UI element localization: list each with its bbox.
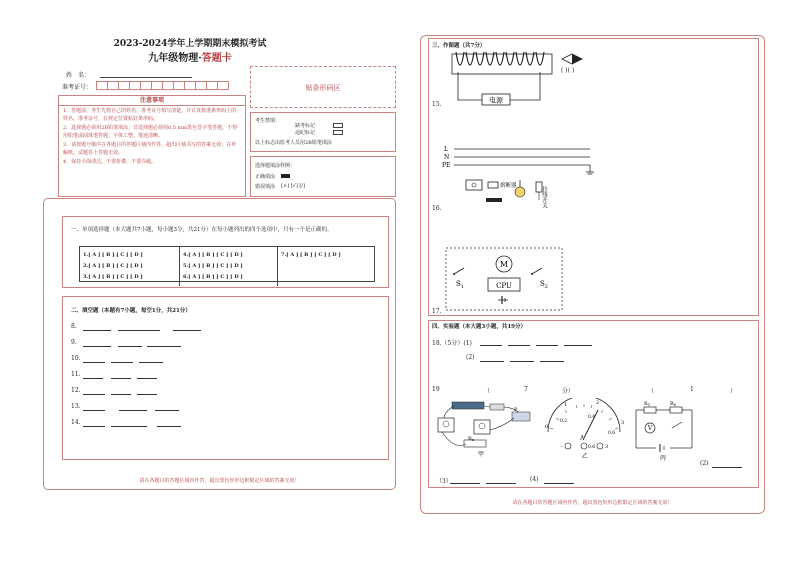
- exam-subject: 九年级物理·答题卡: [148, 53, 232, 64]
- q19-2-label: (2): [700, 460, 709, 467]
- q19-char: （: [484, 388, 491, 395]
- dial-tick-label: 2: [596, 400, 600, 406]
- status-box: [250, 112, 396, 152]
- q18-2-label: (2): [466, 354, 475, 361]
- r1-label: $R_1$: [644, 401, 651, 407]
- absent-label: 缺考标记: [295, 123, 316, 129]
- mc-q6[interactable]: 6.[ A ] [ B ] [ C ] [ D ]: [183, 274, 243, 280]
- answer-blank[interactable]: [155, 410, 179, 411]
- answer-blank[interactable]: [173, 330, 201, 331]
- answer-blank[interactable]: [510, 361, 534, 362]
- violation-checkbox[interactable]: [333, 130, 343, 135]
- section2-box: [62, 296, 389, 460]
- q10-number: 10.: [71, 355, 81, 362]
- q19-char: 分）: [562, 388, 575, 395]
- answer-blank[interactable]: [83, 346, 111, 347]
- answer-blank[interactable]: [147, 346, 181, 347]
- answer-blank[interactable]: [480, 361, 504, 362]
- mc-q2[interactable]: 2.[ A ] [ B ] [ C ] [ D ]: [83, 263, 143, 269]
- notice-title: 注意事项: [59, 96, 245, 106]
- absent-checkbox[interactable]: [333, 123, 343, 128]
- name-field[interactable]: [100, 77, 192, 78]
- compass-needle-icon: [560, 53, 584, 65]
- dial-tick-label: 0.4: [588, 415, 596, 420]
- answer-blank[interactable]: [83, 410, 105, 411]
- dial-tick-label: 0.6: [608, 431, 616, 436]
- fig-bing-label: 丙: [660, 455, 667, 462]
- s1-label: $S_1$: [456, 280, 464, 290]
- fig-yi-ammeter-dial: [538, 398, 630, 460]
- switch-label: 拉线开关: [541, 186, 547, 208]
- answer-blank[interactable]: [564, 345, 592, 346]
- q19-char: 7: [524, 386, 528, 393]
- q19-char: 1: [690, 386, 694, 393]
- q19-4-label: (4): [530, 476, 539, 483]
- section4-title: 四、实验题（本大题3小题，共19分）: [432, 324, 526, 330]
- answer-blank[interactable]: [157, 426, 181, 427]
- answer-blank[interactable]: [508, 345, 530, 346]
- answer-blank[interactable]: [83, 394, 105, 395]
- answer-blank[interactable]: [111, 426, 147, 427]
- ammeter-icon: [474, 420, 490, 434]
- barcode-area: [250, 66, 396, 108]
- q13-number: 13.: [71, 403, 81, 410]
- exam-title: 2023-2024学年上学期期末模拟考试: [113, 39, 267, 49]
- fig-bing-circuit: [632, 400, 696, 462]
- answer-blank[interactable]: [486, 483, 516, 484]
- notice-list: [59, 106, 245, 169]
- answer-blank[interactable]: [139, 362, 163, 363]
- q17-circuit-diagram: [442, 244, 566, 314]
- fuse-label: 熔断器: [500, 183, 517, 189]
- answer-blank[interactable]: [540, 361, 564, 362]
- answer-blank[interactable]: [111, 394, 131, 395]
- q11-number: 11.: [71, 371, 81, 378]
- notice-item: 1．答题前，考生先将自己的姓名，准考证号填写清楚，并认真核准条形码上的姓名、准考证号，在规定位置贴好条形码。: [63, 108, 237, 122]
- fill-example-title: 选择题填涂样例：: [255, 163, 296, 169]
- status-label: 考生禁填：: [255, 118, 281, 124]
- switch-icon: [490, 404, 504, 410]
- section2-title: 二、填空题（本题有7小题，每空1分，共21分）: [71, 308, 191, 314]
- mc-q5[interactable]: 5.[ A ] [ B ] [ C ] [ D ]: [183, 263, 243, 269]
- left-footer-warning: 请在各题目的答题区域内作答，超出黑色矩形边框限定区域的答案无效！: [139, 478, 300, 484]
- dial-tick-label: 0: [545, 424, 549, 430]
- q9-number: 9.: [71, 339, 77, 346]
- answer-blank[interactable]: [480, 345, 502, 346]
- rheostat-icon: [452, 402, 484, 409]
- answer-blank[interactable]: [119, 410, 147, 411]
- q12-number: 12.: [71, 387, 81, 394]
- id-label: 准考证号：: [62, 84, 93, 91]
- cpu-label: CPU: [496, 282, 512, 290]
- notice-item: 2．选择题必须用2B铅笔填涂；非选择题必须用0.5 mm黑色签字笔答题，不得用铅笔或圆珠笔答题；字体工整、笔迹清晰。: [63, 125, 238, 139]
- section3-title: 三、作图题（共7分）: [432, 43, 486, 49]
- answer-blank[interactable]: [111, 362, 133, 363]
- s2-label: $S_2$: [540, 280, 548, 290]
- barcode-label: 贴条形码区: [305, 84, 341, 92]
- mc-q1[interactable]: 1.[ A ] [ B ] [ C ] [ D ]: [83, 252, 143, 258]
- card-label: 答题卡: [201, 53, 232, 64]
- fill-example-box: [250, 156, 396, 197]
- dial-tick-label: 1: [564, 402, 568, 408]
- rx-label: $R_x$: [468, 436, 475, 442]
- correct-fill-mark: [281, 174, 290, 178]
- answer-blank[interactable]: [137, 394, 157, 395]
- wrong-fill-label: 错误填涂: [255, 184, 276, 190]
- answer-blank[interactable]: [83, 362, 105, 363]
- notice-item: 3．请按题号顺序在各题目的答题区域内作答，超出区域书写的答案无效；在草稿纸、试题卷上答题无效。: [63, 142, 237, 156]
- mc-q7[interactable]: 7.[ A ] [ B ] [ C ] [ D ]: [281, 252, 341, 258]
- correct-fill-label: 正确填涂: [255, 174, 276, 180]
- section1-box: [62, 216, 389, 288]
- id-cells[interactable]: [96, 81, 228, 90]
- name-label: 姓 名：: [66, 72, 91, 79]
- section1-title: 一、单项选择题（本大题共7小题，每小题3分，共21分）在每小题列出的四个选项中，只有一个是正确的。: [71, 227, 333, 233]
- q16-wiring-diagram: [440, 142, 610, 214]
- answer-blank[interactable]: [450, 483, 480, 484]
- line-N-label: N: [444, 154, 450, 161]
- dial-tick-label: 0.2: [560, 419, 568, 424]
- dial-center-label: A: [580, 435, 585, 442]
- voltmeter-icon: [438, 418, 454, 432]
- fig-jia-diagram: [434, 396, 534, 458]
- q8-number: 8.: [71, 323, 77, 330]
- mc-grid: [79, 246, 375, 282]
- q15-number: 15.: [432, 101, 442, 108]
- q19-char: （: [648, 388, 655, 395]
- q19-char: ）: [730, 388, 737, 395]
- violation-label: 违纪标记: [295, 130, 316, 136]
- q17-number: 17.: [432, 308, 442, 315]
- notice-box: [58, 95, 246, 197]
- mc-q4[interactable]: 4.[ A ] [ B ] [ C ] [ D ]: [183, 252, 243, 258]
- answer-blank[interactable]: [111, 378, 131, 379]
- q14-number: 14.: [71, 419, 81, 426]
- answer-blank[interactable]: [118, 346, 142, 347]
- answer-blank[interactable]: [83, 330, 111, 331]
- subject-name: 九年级物理: [148, 53, 199, 64]
- status-note: 以上标志由监考人员用2B铅笔填涂: [255, 140, 332, 146]
- answer-blank[interactable]: [83, 378, 103, 379]
- answer-blank[interactable]: [83, 426, 105, 427]
- rp-label: P: [514, 407, 518, 413]
- terminal-label: 3: [605, 444, 609, 450]
- socket-icon: [466, 180, 482, 190]
- q19-3-label: （3）: [436, 478, 452, 485]
- answer-blank[interactable]: [137, 378, 157, 379]
- dial-tick-label: 3: [621, 420, 625, 426]
- r0-label: $R_0$: [670, 401, 677, 407]
- q15-bracket-marks: ( )( ): [561, 67, 575, 74]
- answer-blank[interactable]: [712, 467, 742, 468]
- line-PE-label: PE: [442, 162, 451, 169]
- answer-blank[interactable]: [536, 345, 558, 346]
- bulb-icon: [515, 187, 525, 197]
- terminal-label: 0.6: [588, 445, 596, 450]
- right-footer-warning: 请在各题目的答题区域内作答，超出黑色矩形边框限定区域的答案无效！: [512, 500, 673, 506]
- q16-number: 16.: [432, 205, 442, 212]
- v-label: V: [647, 425, 653, 432]
- fig-jia-label: 甲: [478, 451, 485, 458]
- notice-item: 4．保持卡面清洁，不要折叠、不要弄破。: [63, 159, 157, 165]
- mc-q3[interactable]: 3.[ A ] [ B ] [ C ] [ D ]: [83, 274, 143, 280]
- fig-yi-label: 乙: [582, 453, 589, 460]
- motor-label: M: [499, 260, 509, 269]
- q19-number: 19: [432, 386, 440, 393]
- wrong-fill-marks: [×] [√] [/]: [281, 183, 305, 189]
- q18-label: 18.（5分）(1): [432, 340, 472, 347]
- terminal-label: -: [561, 444, 563, 450]
- answer-blank[interactable]: [544, 483, 574, 484]
- answer-blank[interactable]: [118, 330, 160, 331]
- line-L-label: L: [444, 146, 448, 153]
- power-label: 电源: [489, 96, 503, 105]
